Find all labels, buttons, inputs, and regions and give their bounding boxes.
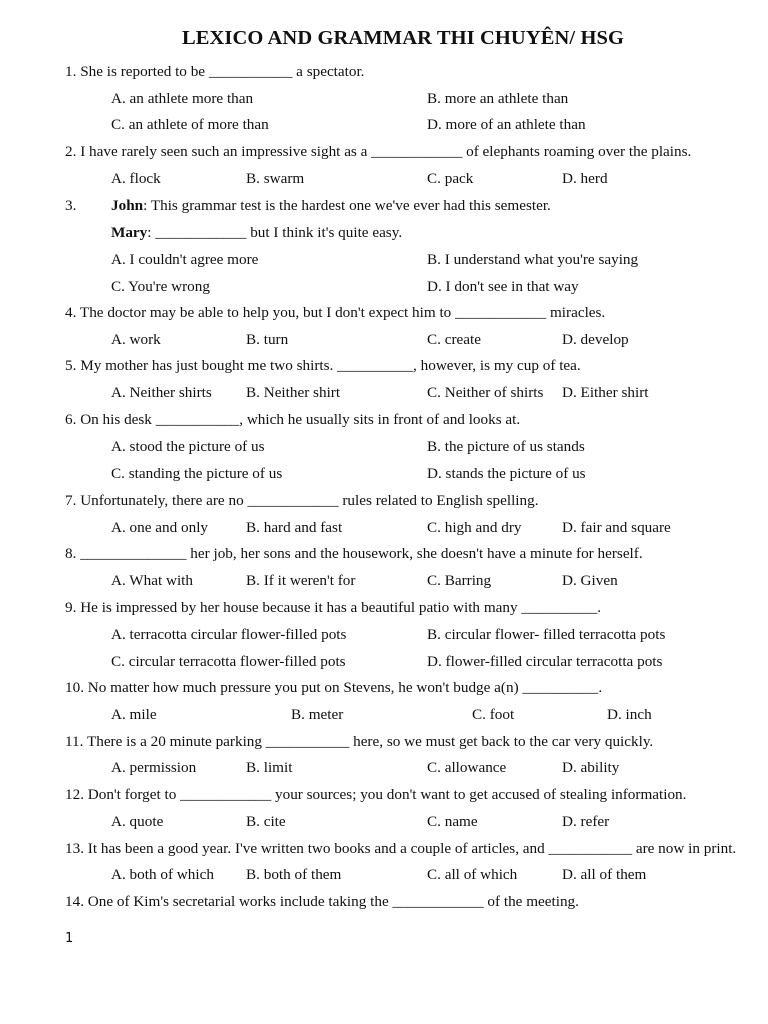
question-8-option-a: A. What with: [111, 572, 193, 589]
question-7-option-d: D. fair and square: [562, 519, 671, 536]
question-13-option-b: B. both of them: [246, 866, 342, 883]
question-13-option-c: C. all of which: [427, 866, 518, 883]
page-number: 1: [65, 931, 74, 946]
question-10-option-a: A. mile: [111, 706, 157, 723]
question-2-stem: 2. I have rarely seen such an impressive sight as a ____________ of elephants roaming over the plains.: [65, 143, 692, 160]
question-8-option-d: D. Given: [562, 572, 618, 589]
question-1-stem: 1. She is reported to be ___________ a spectator.: [65, 63, 365, 80]
question-6-option-a: A. stood the picture of us: [111, 438, 265, 455]
question-8-stem: 8. ______________ her job, her sons and the housework, she doesn't have a minute for herself.: [65, 545, 643, 562]
question-13-option-a: A. both of which: [111, 866, 214, 883]
question-7-stem: 7. Unfortunately, there are no ____________ rules related to English spelling.: [65, 492, 539, 509]
question-11-option-b: B. limit: [246, 759, 293, 776]
question-3-option-d: D. I don't see in that way: [427, 278, 579, 295]
question-12-option-b: B. cite: [246, 813, 286, 830]
question-11-option-a: A. permission: [111, 759, 197, 776]
question-10-stem: 10. No matter how much pressure you put on Stevens, he won't budge a(n) __________.: [65, 679, 603, 696]
question-14-stem: 14. One of Kim's secretarial works include taking the ____________ of the meeting.: [65, 893, 579, 910]
question-6-option-b: B. the picture of us stands: [427, 438, 585, 455]
question-4-option-a: A. work: [111, 331, 161, 348]
question-6-option-c: C. standing the picture of us: [111, 465, 283, 482]
speaker-john: John: [111, 197, 144, 214]
speaker-mary: Mary: [111, 224, 148, 241]
question-2-option-c: C. pack: [427, 170, 474, 187]
question-10-option-d: D. inch: [607, 706, 652, 723]
question-4-option-c: C. create: [427, 331, 481, 348]
question-8-option-c: C. Barring: [427, 572, 492, 589]
question-12-option-c: C. name: [427, 813, 478, 830]
question-3-option-b: B. I understand what you're saying: [427, 251, 639, 268]
question-1-option-d: D. more of an athlete than: [427, 116, 586, 133]
question-13-stem: 13. It has been a good year. I've written two books and a couple of articles, and ___________ are now in print.: [65, 840, 737, 857]
question-13-option-d: D. all of them: [562, 866, 647, 883]
question-12-stem: 12. Don't forget to ____________ your sources; you don't want to get accused of stealing information.: [65, 786, 687, 803]
question-10-option-c: C. foot: [472, 706, 515, 723]
question-2-option-d: D. herd: [562, 170, 608, 187]
question-5-option-a: A. Neither shirts: [111, 384, 212, 401]
question-3-number: 3.: [65, 197, 77, 214]
question-11-stem: 11. There is a 20 minute parking ___________ here, so we must get back to the car very quickly.: [65, 733, 654, 750]
question-3-option-c: C. You're wrong: [111, 278, 210, 295]
question-6-stem: 6. On his desk ___________, which he usually sits in front of and looks at.: [65, 411, 521, 428]
question-9-option-b: B. circular flower- filled terracotta pots: [427, 626, 666, 643]
question-9-option-d: D. flower-filled circular terracotta pots: [427, 653, 663, 670]
question-9-option-c: C. circular terracotta flower-filled pots: [111, 653, 346, 670]
question-7-option-b: B. hard and fast: [246, 519, 343, 536]
question-7-option-a: A. one and only: [111, 519, 209, 536]
dialogue-text-1: : This grammar test is the hardest one we've ever had this semester.: [143, 197, 551, 214]
question-10-option-b: B. meter: [291, 706, 344, 723]
question-8-option-b: B. If it weren't for: [246, 572, 356, 589]
page-title: LEXICO AND GRAMMAR THI CHUYÊN/ HSG: [181, 27, 625, 49]
question-5-option-b: B. Neither shirt: [246, 384, 341, 401]
question-12-option-a: A. quote: [111, 813, 164, 830]
question-4-stem: 4. The doctor may be able to help you, but I don't expect him to ____________ miracles.: [65, 304, 606, 321]
question-5-option-d: D. Either shirt: [562, 384, 649, 401]
question-1-option-c: C. an athlete of more than: [111, 116, 269, 133]
question-3-dialogue-line-2: [111, 224, 402, 242]
question-7-option-c: C. high and dry: [427, 519, 522, 536]
question-12-option-d: D. refer: [562, 813, 610, 830]
question-1-option-a: A. an athlete more than: [111, 90, 254, 107]
question-4-option-b: B. turn: [246, 331, 289, 348]
question-5-option-c: C. Neither of shirts: [427, 384, 544, 401]
question-2-option-a: A. flock: [111, 170, 161, 187]
question-3-option-a: A. I couldn't agree more: [111, 251, 259, 268]
question-9-stem: 9. He is impressed by her house because it has a beautiful patio with many __________.: [65, 599, 602, 616]
question-9-option-a: A. terracotta circular flower-filled pots: [111, 626, 347, 643]
question-5-stem: 5. My mother has just bought me two shirts. __________, however, is my cup of tea.: [65, 357, 581, 374]
question-3-dialogue-line-1: [111, 197, 551, 215]
question-2-option-b: B. swarm: [246, 170, 305, 187]
question-1-option-b: B. more an athlete than: [427, 90, 569, 107]
question-4-option-d: D. develop: [562, 331, 629, 348]
dialogue-text-2: : ____________ but I think it's quite easy.: [147, 224, 403, 241]
question-11-option-c: C. allowance: [427, 759, 507, 776]
question-6-option-d: D. stands the picture of us: [427, 465, 586, 482]
question-11-option-d: D. ability: [562, 759, 620, 776]
